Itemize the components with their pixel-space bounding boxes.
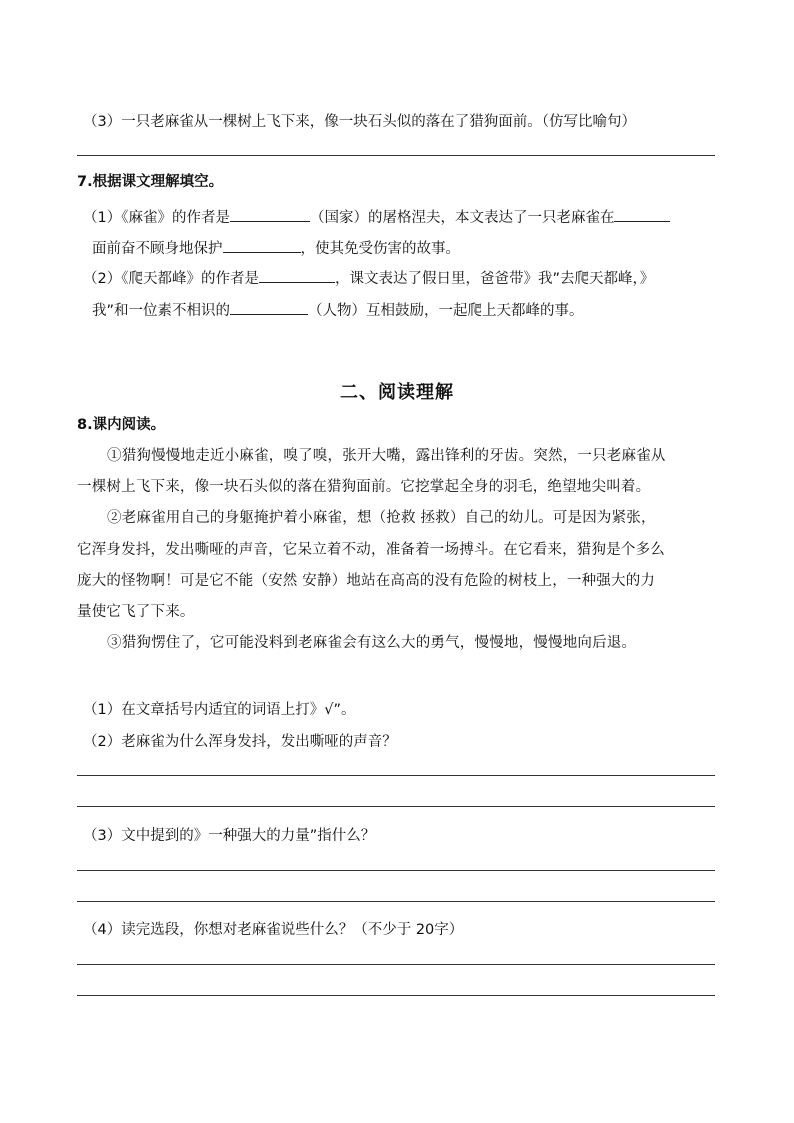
passage-line: ②老麻雀用自己的身躯掩护着小麻雀，想（抢救 拯救）自己的幼儿。可是因为紧张， — [107, 510, 656, 526]
answer-line[interactable] — [77, 901, 715, 902]
section-title: 二、阅读理解 — [340, 382, 454, 403]
answer-line[interactable] — [77, 995, 715, 996]
blank-before-whom[interactable] — [614, 207, 670, 222]
question-8-heading: 8.课内阅读。 — [77, 417, 166, 433]
q7-2-text-d: （人物）互相鼓励，一起爬上天都峰的事。 — [308, 303, 584, 319]
passage-line: 庞大的怪物啊！可是它不能（安然 安静）地站在高高的没有危险的树枝上，一种强大的力 — [77, 573, 656, 589]
q7-2-text-c: 我”和一位素不相识的 — [92, 303, 231, 319]
passage-line: ①猎狗慢慢地走近小麻雀，嗅了嗅，张开大嘴，露出锋利的牙齿。突然，一只老麻雀从 — [107, 448, 666, 464]
q7-1-text-b: （国家）的屠格涅夫，本文表达了一只老麻雀在 — [309, 210, 615, 226]
answer-line[interactable] — [77, 155, 715, 156]
blank-country[interactable] — [230, 207, 310, 222]
q7-2-text-a: （2）《爬天都峰》的作者是 — [83, 271, 259, 287]
passage-line: ③猎狗愣住了，它可能没料到老麻雀会有这么大的勇气，慢慢地，慢慢地向后退。 — [107, 635, 637, 651]
passage-line: 一棵树上飞下来，像一块石头似的落在猎狗面前。它挖掌起全身的羽毛，绝望地尖叫着。 — [77, 479, 651, 495]
question-8-3: （3）文中提到的》一种强大的力量”指什么？ — [83, 828, 376, 844]
answer-line[interactable] — [77, 775, 715, 776]
passage-line: 量使它飞了下来。 — [77, 604, 195, 620]
answer-line[interactable] — [77, 964, 715, 965]
question-7-1-line1 — [83, 207, 670, 228]
q7-1-text-a: （1）《麻雀》的作者是 — [83, 210, 230, 226]
question-7-1-line2 — [92, 238, 460, 259]
question-8-4: （4）读完选段，你想对老麻雀说些什么？（不少于 20字） — [83, 922, 464, 938]
q7-2-text-b: ，课文表达了假日里，爸爸带》我”去爬天都峰，》 — [334, 271, 655, 287]
question-8-1: （1）在文章括号内适宜的词语上打》√”。 — [83, 702, 356, 718]
answer-line[interactable] — [77, 870, 715, 871]
question-7-2-line2 — [92, 300, 584, 321]
passage-line: 它浑身发抖，发出嘶哑的声音，它呆立着不动，准备着一场搏斗。在它看来，猎狗是个多么 — [77, 542, 665, 558]
answer-line[interactable] — [77, 806, 715, 807]
q7-1-text-c: 面前奋不顾身地保护 — [92, 241, 223, 257]
question-7-heading: 7.根据课文理解填空。 — [77, 174, 224, 190]
question-6-3: （3）一只老麻雀从一棵树上飞下来，像一块石头似的落在了猎狗面前。（仿写比喻句） — [83, 114, 636, 130]
blank-protect-whom[interactable] — [223, 238, 301, 253]
blank-author[interactable] — [259, 268, 335, 283]
blank-person[interactable] — [230, 300, 308, 315]
q7-1-text-d: ，使其免受伤害的故事。 — [300, 241, 460, 257]
question-8-2: （2）老麻雀为什么浑身发抖，发出嘶哑的声音？ — [83, 734, 397, 750]
question-7-2-line1 — [83, 268, 654, 289]
